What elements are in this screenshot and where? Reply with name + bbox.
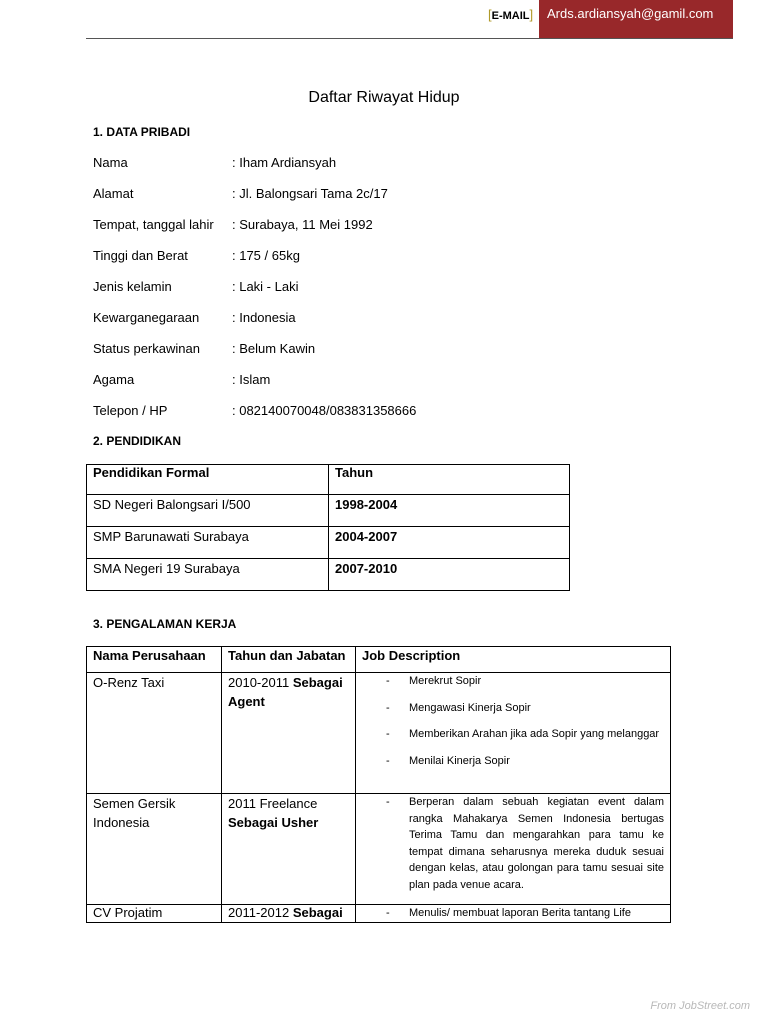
company-cell: Semen Gersik Indonesia bbox=[87, 794, 222, 905]
footer-source: From JobStreet.com bbox=[650, 1000, 750, 1012]
section-heading-personal: 1. DATA PRIBADI bbox=[93, 125, 191, 139]
school-cell: SMA Negeri 19 Surabaya bbox=[87, 559, 329, 591]
field-value: : 175 / 65kg bbox=[232, 248, 300, 263]
company-cell: O-Renz Taxi bbox=[87, 673, 222, 794]
list-item: - Memberikan Arahan jika ada Sopir yang melanggar bbox=[362, 726, 664, 743]
table-row bbox=[87, 905, 671, 923]
email-label bbox=[488, 7, 533, 22]
year-cell: 2004-2007 bbox=[329, 527, 570, 559]
year-text: 2011-2012 bbox=[228, 905, 290, 920]
list-item: - Menulis/ membuat laporan Berita tantang Life bbox=[362, 905, 664, 922]
email-address[interactable]: Ards.ardiansyah@gamil.com bbox=[547, 6, 714, 21]
email-label-close-bracket: ] bbox=[529, 7, 534, 22]
list-item: - Mengawasi Kinerja Sopir bbox=[362, 700, 664, 717]
education-table bbox=[86, 464, 570, 591]
list-item: - Merekrut Sopir bbox=[362, 673, 664, 690]
year-text: 2011 Freelance bbox=[228, 796, 318, 811]
field-label: Alamat bbox=[93, 186, 134, 201]
job-description-cell bbox=[356, 673, 671, 794]
company-cell: CV Projatim bbox=[87, 905, 222, 923]
header-divider bbox=[86, 38, 733, 39]
column-header: Tahun bbox=[329, 465, 570, 495]
field-value: : Laki - Laki bbox=[232, 279, 299, 294]
school-cell: SMP Barunawati Surabaya bbox=[87, 527, 329, 559]
table-row bbox=[87, 559, 570, 591]
field-value: : Iham Ardiansyah bbox=[232, 155, 337, 170]
year-cell: 2007-2010 bbox=[329, 559, 570, 591]
field-value: : 082140070048/083831358666 bbox=[232, 403, 417, 418]
year-role-cell bbox=[222, 905, 356, 923]
job-description-cell bbox=[356, 794, 671, 905]
list-item: - Berperan dalam sebuah kegiatan event dalam rangka Mahakarya Semen Indonesia bertugas Terima Tamu dan mengarahkan para tamu ke tempat dimana seharusnya mereka duduk sesuai dengan kelas, atau golongan para tamu sesuai site plan pada venue acara. bbox=[362, 794, 664, 893]
school-cell: SD Negeri Balongsari I/500 bbox=[87, 495, 329, 527]
field-value: : Islam bbox=[232, 372, 271, 387]
field-value: : Indonesia bbox=[232, 310, 296, 325]
table-row bbox=[87, 673, 671, 794]
work-table bbox=[86, 646, 671, 923]
document-title: Daftar Riwayat Hidup bbox=[308, 89, 460, 106]
table-header-row bbox=[87, 647, 671, 673]
email-label-text: E-MAIL bbox=[491, 10, 530, 22]
year-role-cell bbox=[222, 794, 356, 905]
section-heading-education: 2. PENDIDIKAN bbox=[93, 434, 182, 448]
table-row bbox=[87, 794, 671, 905]
column-header: Tahun dan Jabatan bbox=[222, 647, 356, 673]
column-header: Nama Perusahaan bbox=[87, 647, 222, 673]
field-value: : Belum Kawin bbox=[232, 341, 316, 356]
column-header: Job Description bbox=[356, 647, 671, 673]
year-cell: 1998-2004 bbox=[329, 495, 570, 527]
field-label: Agama bbox=[93, 372, 135, 387]
job-description-cell bbox=[356, 905, 671, 923]
table-row bbox=[87, 527, 570, 559]
field-value: : Surabaya, 11 Mei 1992 bbox=[232, 217, 373, 232]
role-text: Sebagai Agent bbox=[228, 675, 343, 709]
field-label: Tinggi dan Berat bbox=[93, 248, 188, 263]
year-role-cell bbox=[222, 673, 356, 794]
field-label: Jenis kelamin bbox=[93, 279, 172, 294]
table-row bbox=[87, 495, 570, 527]
field-label: Nama bbox=[93, 155, 128, 170]
field-label: Kewarganegaraan bbox=[93, 310, 200, 325]
column-header: Pendidikan Formal bbox=[87, 465, 329, 495]
field-label: Tempat, tanggal lahir bbox=[93, 217, 214, 232]
table-header-row bbox=[87, 465, 570, 495]
field-label: Status perkawinan bbox=[93, 341, 200, 356]
role-text: Sebagai Usher bbox=[228, 815, 319, 830]
list-item: - Menilai Kinerja Sopir bbox=[362, 753, 664, 770]
field-value: : Jl. Balongsari Tama 2c/17 bbox=[232, 186, 388, 201]
role-text: Sebagai bbox=[292, 905, 343, 920]
email-box bbox=[539, 0, 733, 39]
email-label-open-bracket: [ bbox=[488, 7, 492, 22]
field-label: Telepon / HP bbox=[93, 403, 168, 418]
year-text: 2010-2011 bbox=[228, 675, 290, 690]
section-heading-work: 3. PENGALAMAN KERJA bbox=[93, 617, 237, 631]
